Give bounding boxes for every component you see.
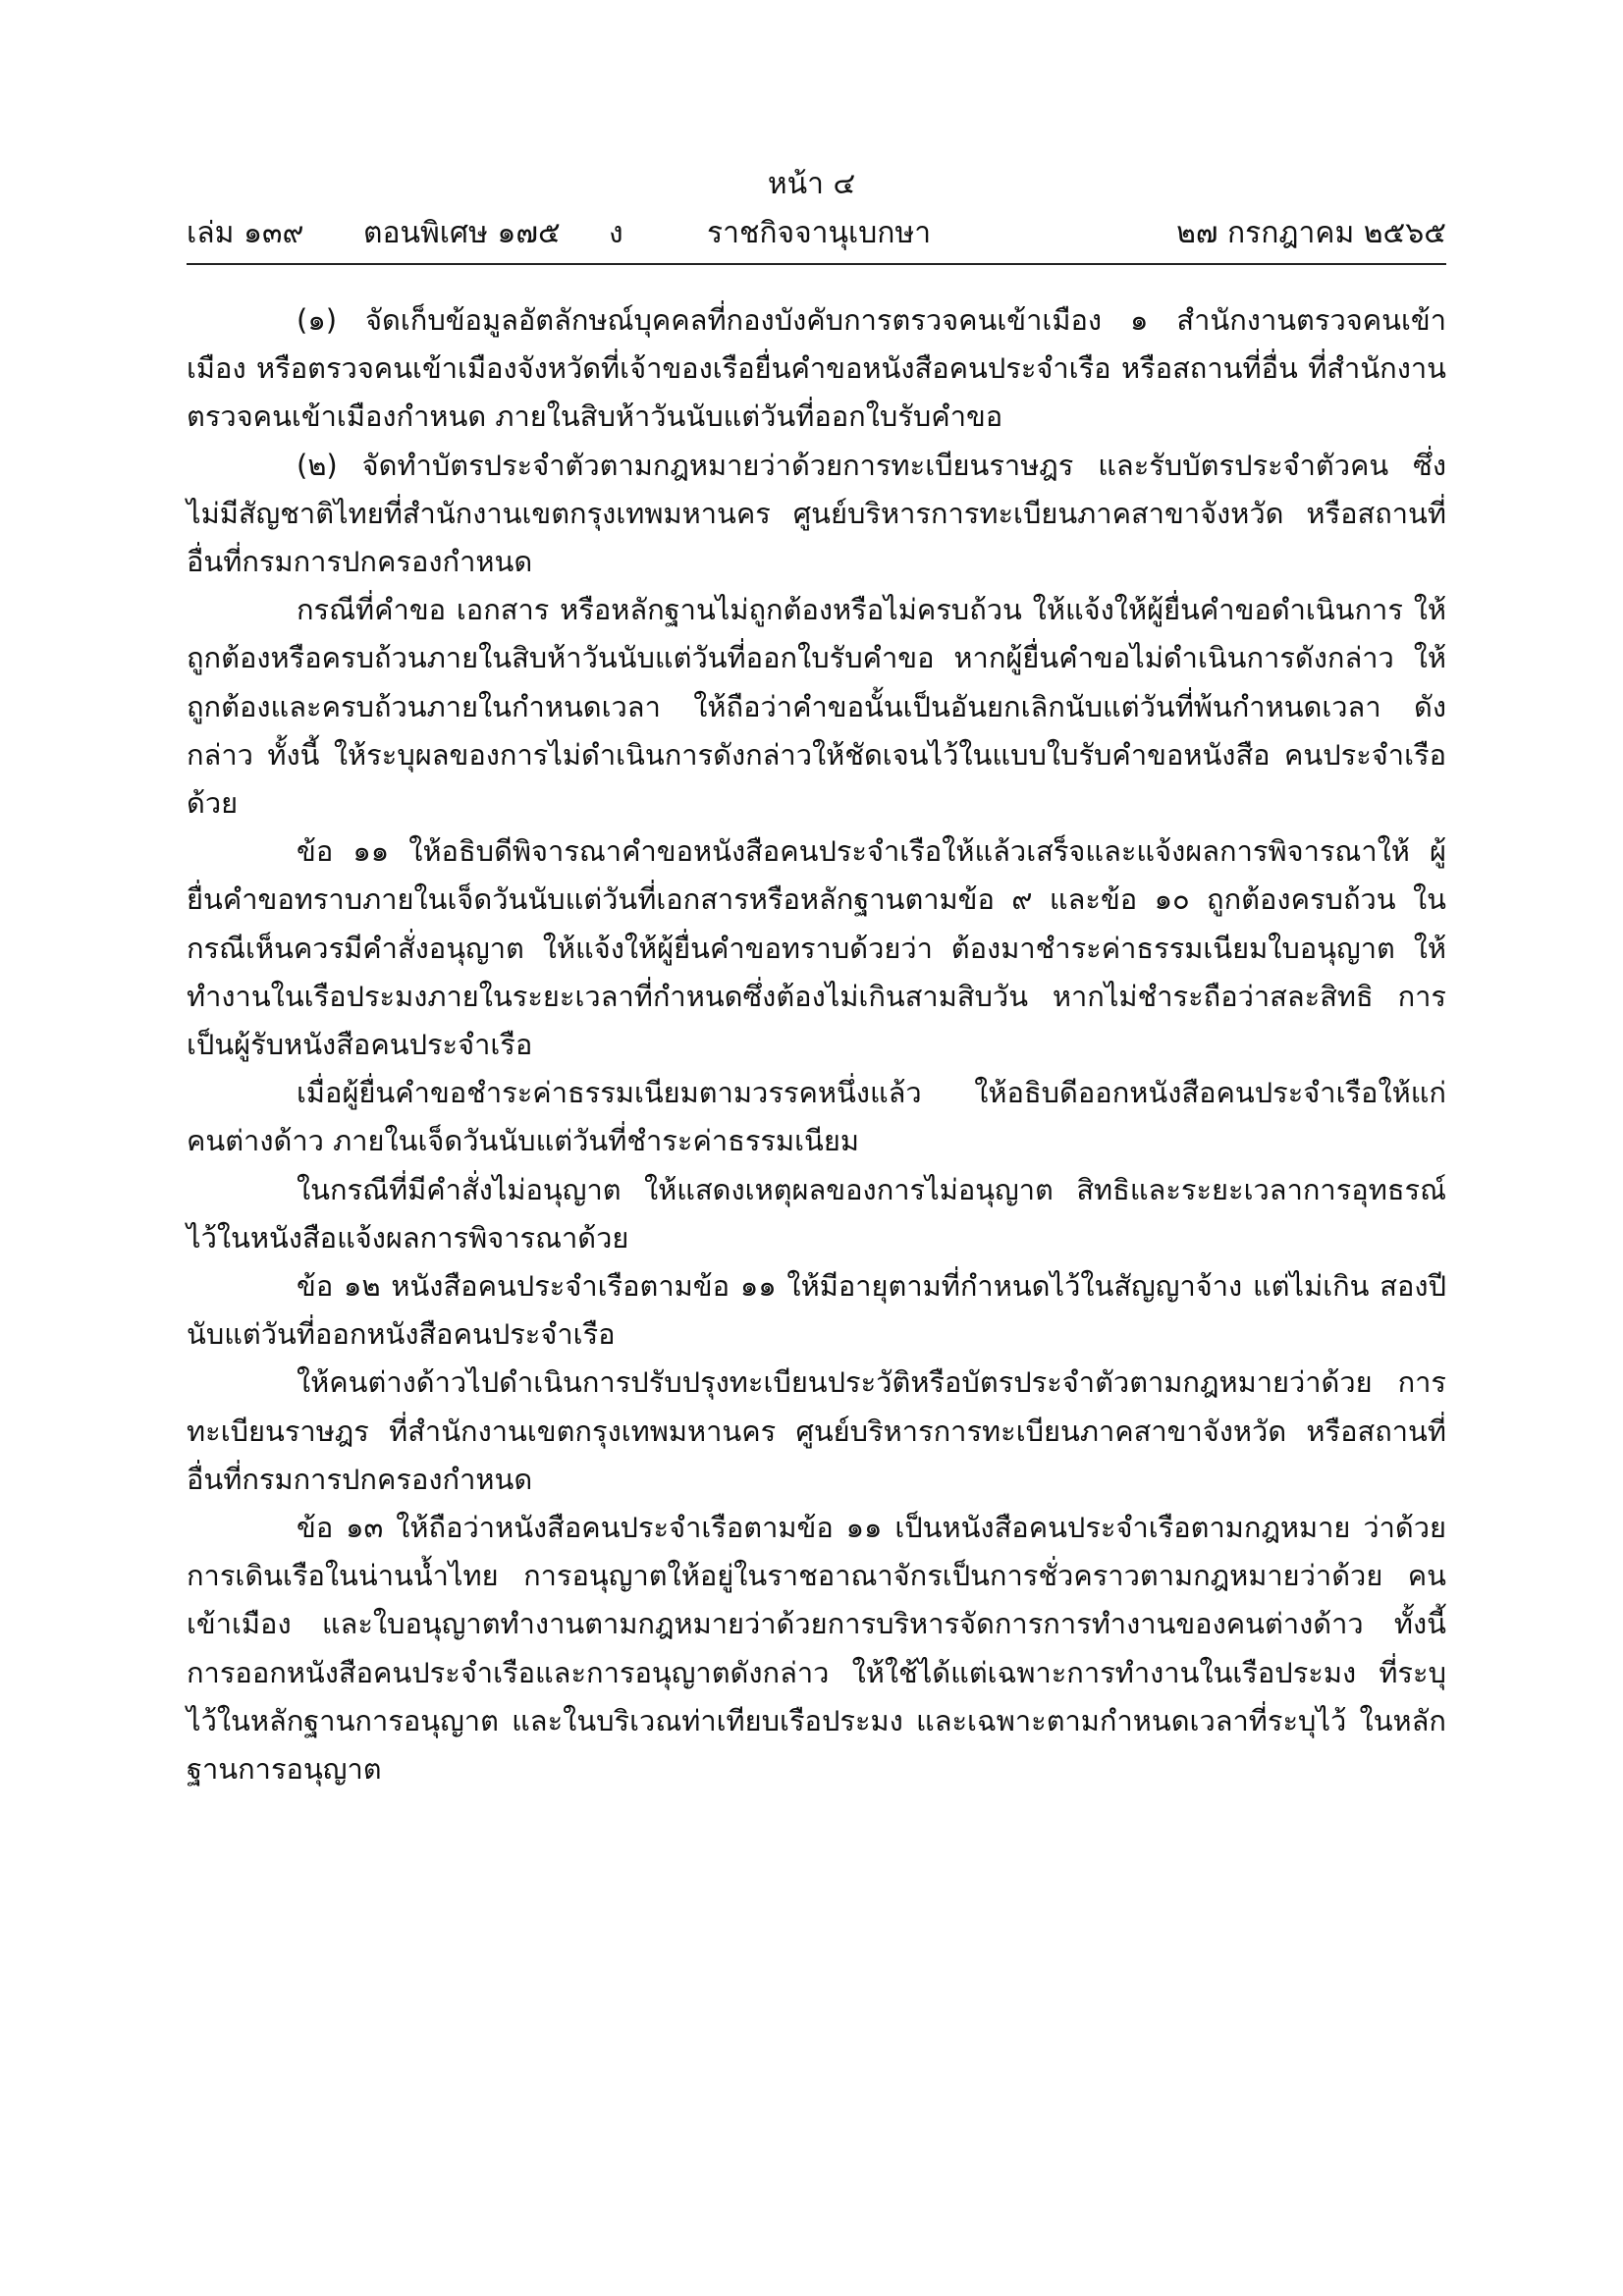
gazette-header bbox=[187, 212, 1446, 255]
paragraph-clause-12: ข้อ ๑๒ หนังสือคนประจำเรือตามข้อ ๑๑ ให้มีอายุตามที่กำหนดไว้ในสัญญาจ้าง แต่ไม่เกิน สองปีนับแต่วันที่ออกหนังสือคนประจำเรือ bbox=[187, 1269, 1446, 1352]
page-number: หน้า ๔ bbox=[767, 167, 856, 201]
header-divider bbox=[187, 263, 1446, 265]
paragraph-item-1: (๑) จัดเก็บข้อมูลอัตลักษณ์บุคคลที่กองบังคับการตรวจคนเข้าเมือง ๑ สำนักงานตรวจคนเข้าเมือง หรือตรวจคนเข้าเมืองจังหวัดที่เจ้าของเรือยื่นคำขอหนังสือคนประจำเรือ หรือสถานที่อื่น ที่สำนักงานตรวจคนเข้าเมืองกำหนด ภายในสิบห้าวันนับแต่วันที่ออกใบรับคำขอ bbox=[187, 303, 1446, 434]
document-body bbox=[187, 296, 1446, 1793]
paragraph-clause-13: ข้อ ๑๓ ให้ถือว่าหนังสือคนประจำเรือตามข้อ ๑๑ เป็นหนังสือคนประจำเรือตามกฎหมาย ว่าด้วยการเดินเรือในน่านน้ำไทย การอนุญาตให้อยู่ในราชอาณาจักรเป็นการชั่วคราวตามกฎหมายว่าด้วย คนเข้าเมือง และใบอนุญาตทำงานตามกฎหมายว่าด้วยการบริหารจัดการการทำงานของคนต่างด้าว ทั้งนี้ การออกหนังสือคนประจำเรือและการอนุญาตดังกล่าว ให้ใช้ได้แต่เฉพาะการทำงานในเรือประมง ที่ระบุไว้ในหลักฐานการอนุญาต และในบริเวณท่าเทียบเรือประมง และเฉพาะตามกำหนดเวลาที่ระบุไว้ ในหลักฐานการอนุญาต bbox=[187, 1511, 1446, 1787]
publication-date: ๒๗ กรกฎาคม ๒๕๖๕ bbox=[1176, 216, 1446, 250]
paragraph-fee-payment: เมื่อผู้ยื่นคำขอชำระค่าธรรมเนียมตามวรรคหนึ่งแล้ว ให้อธิบดีออกหนังสือคนประจำเรือให้แก่ คนต่างด้าว ภายในเจ็ดวันนับแต่วันที่ชำระค่าธรรมเนียม bbox=[187, 1076, 1446, 1158]
gazette-name: ราชกิจจานุเบกษา bbox=[707, 216, 932, 250]
section-letter: ง bbox=[609, 216, 623, 250]
paragraph-item-2: (๒) จัดทำบัตรประจำตัวตามกฎหมายว่าด้วยการทะเบียนราษฎร และรับบัตรประจำตัวคน ซึ่งไม่มีสัญชาติไทยที่สำนักงานเขตกรุงเทพมหานคร ศูนย์บริหารการทะเบียนภาคสาขาจังหวัด หรือสถานที่อื่นที่กรมการปกครองกำหนด bbox=[187, 448, 1446, 579]
paragraph-registration-update: ให้คนต่างด้าวไปดำเนินการปรับปรุงทะเบียนประวัติหรือบัตรประจำตัวตามกฎหมายว่าด้วย การทะเบียนราษฎร ที่สำนักงานเขตกรุงเทพมหานคร ศูนย์บริหารการทะเบียนภาคสาขาจังหวัด หรือสถานที่อื่นที่กรมการปกครองกำหนด bbox=[187, 1365, 1446, 1496]
paragraph-clause-11: ข้อ ๑๑ ให้อธิบดีพิจารณาคำขอหนังสือคนประจำเรือให้แล้วเสร็จและแจ้งผลการพิจารณาให้ ผู้ยื่นคำขอทราบภายในเจ็ดวันนับแต่วันที่เอกสารหรือหลักฐานตามข้อ ๙ และข้อ ๑๐ ถูกต้องครบถ้วน ในกรณีเห็นควรมีคำสั่งอนุญาต ให้แจ้งให้ผู้ยื่นคำขอทราบด้วยว่า ต้องมาชำระค่าธรรมเนียมใบอนุญาต ให้ทำงานในเรือประมงภายในระยะเวลาที่กำหนดซึ่งต้องไม่เกินสามสิบวัน หากไม่ชำระถือว่าสละสิทธิ การเป็นผู้รับหนังสือคนประจำเรือ bbox=[187, 834, 1446, 1062]
paragraph-incomplete-request: กรณีที่คำขอ เอกสาร หรือหลักฐานไม่ถูกต้องหรือไม่ครบถ้วน ให้แจ้งให้ผู้ยื่นคำขอดำเนินการ ให้ถูกต้องหรือครบถ้วนภายในสิบห้าวันนับแต่วันที่ออกใบรับคำขอ หากผู้ยื่นคำขอไม่ดำเนินการดังกล่าว ให้ถูกต้องและครบถ้วนภายในกำหนดเวลา ให้ถือว่าคำขอนั้นเป็นอันยกเลิกนับแต่วันที่พ้นกำหนดเวลา ดังกล่าว ทั้งนี้ ให้ระบุผลของการไม่ดำเนินการดังกล่าวให้ชัดเจนไว้ในแบบใบรับคำขอหนังสือ คนประจำเรือด้วย bbox=[187, 593, 1446, 821]
issue-number: ตอนพิเศษ ๑๗๕ bbox=[363, 216, 561, 250]
paragraph-not-permitted: ในกรณีที่มีคำสั่งไม่อนุญาต ให้แสดงเหตุผลของการไม่อนุญาต สิทธิและระยะเวลาการอุทธรณ์ ไว้ในหนังสือแจ้งผลการพิจารณาด้วย bbox=[187, 1172, 1446, 1255]
volume-number: เล่ม ๑๓๙ bbox=[187, 216, 304, 250]
